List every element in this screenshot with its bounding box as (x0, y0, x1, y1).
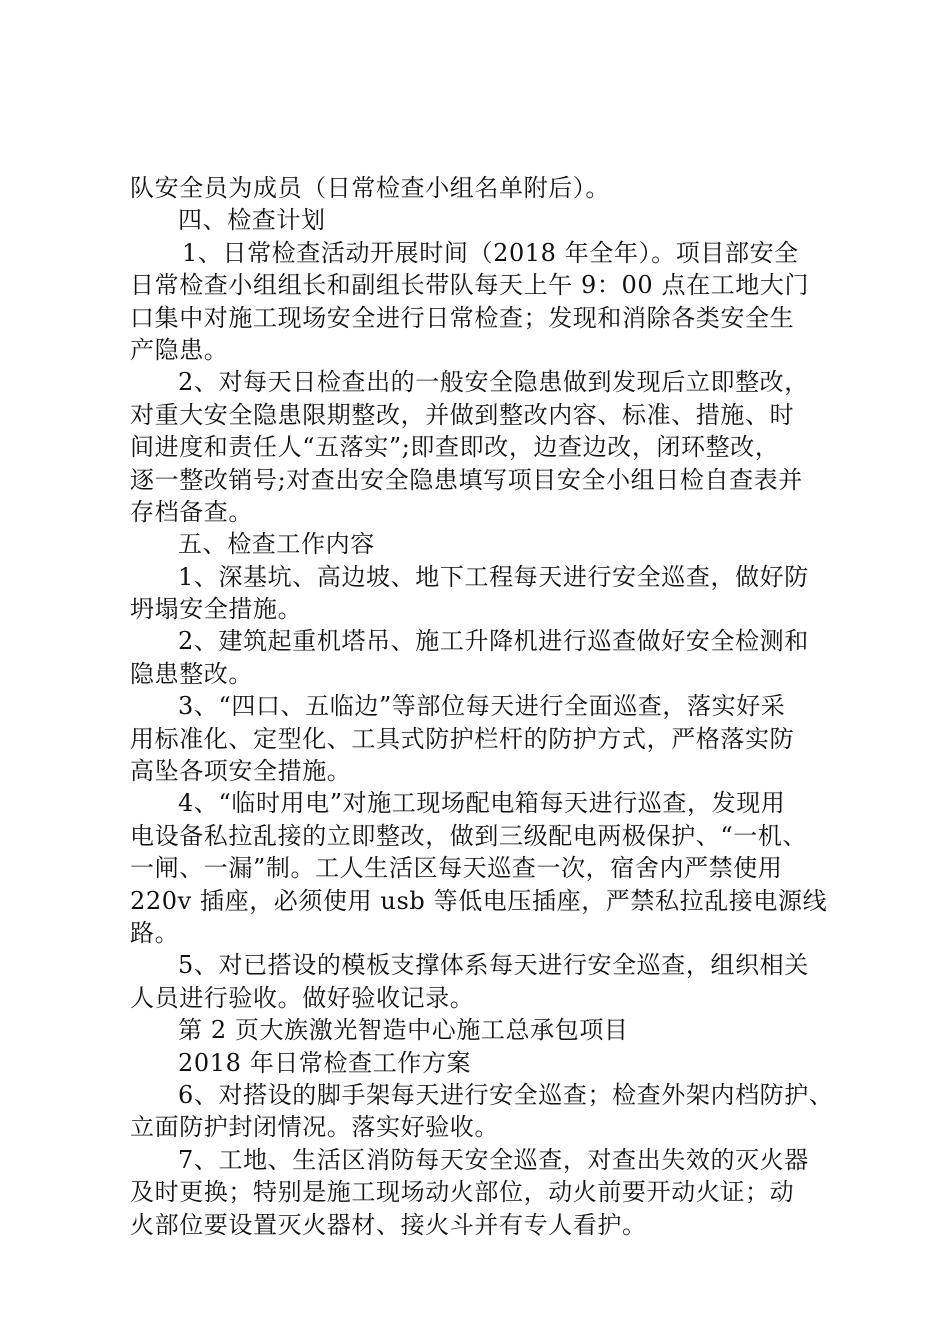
text-line: 间进度和责任人“五落实”;即查即改，边查边改，闭环整改， (130, 433, 780, 462)
text-line: 5、对已搭设的模板支撑体系每天进行安全巡查，组织相关 (178, 951, 809, 980)
text-line: 一闸、一漏”制。工人生活区每天巡查一次，宿舍内严禁使用 (130, 854, 783, 883)
text-line: 3、“四口、五临边”等部位每天进行全面巡查，落实好采 (178, 692, 786, 721)
text-line: 坍塌安全措施。 (130, 595, 303, 624)
text-line: 4、“临时用电”对施工现场配电箱每天进行巡查，发现用 (178, 789, 786, 818)
text-line: 口集中对施工现场安全进行日常检查；发现和消除各类安全生 (130, 303, 795, 332)
section-heading: 四、检查计划 (178, 206, 326, 235)
text-line: 及时更换；特别是施工现场动火部位，动火前要开动火证；动 (130, 1178, 795, 1207)
page-header-title: 第 2 页大族激光智造中心施工总承包项目 (178, 1016, 629, 1045)
text-line: 6、对搭设的脚手架每天进行安全巡查；检查外架内档防护、 (178, 1080, 834, 1109)
text-line: 220v 插座，必须使用 usb 等低电压插座，严禁私拉乱接电源线 (130, 886, 828, 915)
text-line: 用标准化、定型化、工具式防护栏杆的防护方式，严格落实防 (130, 724, 795, 753)
text-line: 2、建筑起重机塔吊、施工升降机进行巡查做好安全检测和 (178, 627, 809, 656)
text-line: 日常检查小组组长和副组长带队每天上午 9：00 点在工地大门 (130, 271, 810, 300)
text-line: 电设备私拉乱接的立即整改，做到三级配电两极保护、“一机、 (130, 821, 808, 850)
text-line: 逐一整改销号;对查出安全隐患填写项目安全小组日检自查表并 (130, 465, 803, 494)
text-line: 隐患整改。 (130, 659, 253, 688)
text-line: 存档备查。 (130, 497, 253, 526)
text-line: 1、深基坑、高边坡、地下工程每天进行安全巡查，做好防 (178, 562, 809, 591)
text-line: 产隐患。 (130, 335, 229, 364)
page-header-subtitle: 2018 年日常检查工作方案 (178, 1048, 472, 1077)
text-line: 人员进行验收。做好验收记录。 (130, 983, 475, 1012)
text-line: 1、日常检查活动开展时间（2018 年全年）。项目部安全 (182, 238, 799, 267)
document-body (130, 172, 834, 1241)
section-heading: 五、检查工作内容 (178, 530, 375, 559)
text-line: 高坠各项安全措施。 (130, 757, 352, 786)
text-line: 立面防护封闭情况。落实好验收。 (130, 1113, 499, 1142)
text-line: 队安全员为成员（日常检查小组名单附后）。 (130, 174, 610, 202)
text-line: 7、工地、生活区消防每天安全巡查，对查出失效的灭火器 (178, 1145, 809, 1174)
text-line: 火部位要设置灭火器材、接火斗并有专人看护。 (130, 1210, 647, 1239)
text-line: 对重大安全隐患限期整改，并做到整改内容、标准、措施、时 (130, 400, 795, 429)
text-line: 路。 (130, 918, 180, 947)
text-line: 2、对每天日检查出的一般安全隐患做到发现后立即整改， (178, 368, 809, 397)
